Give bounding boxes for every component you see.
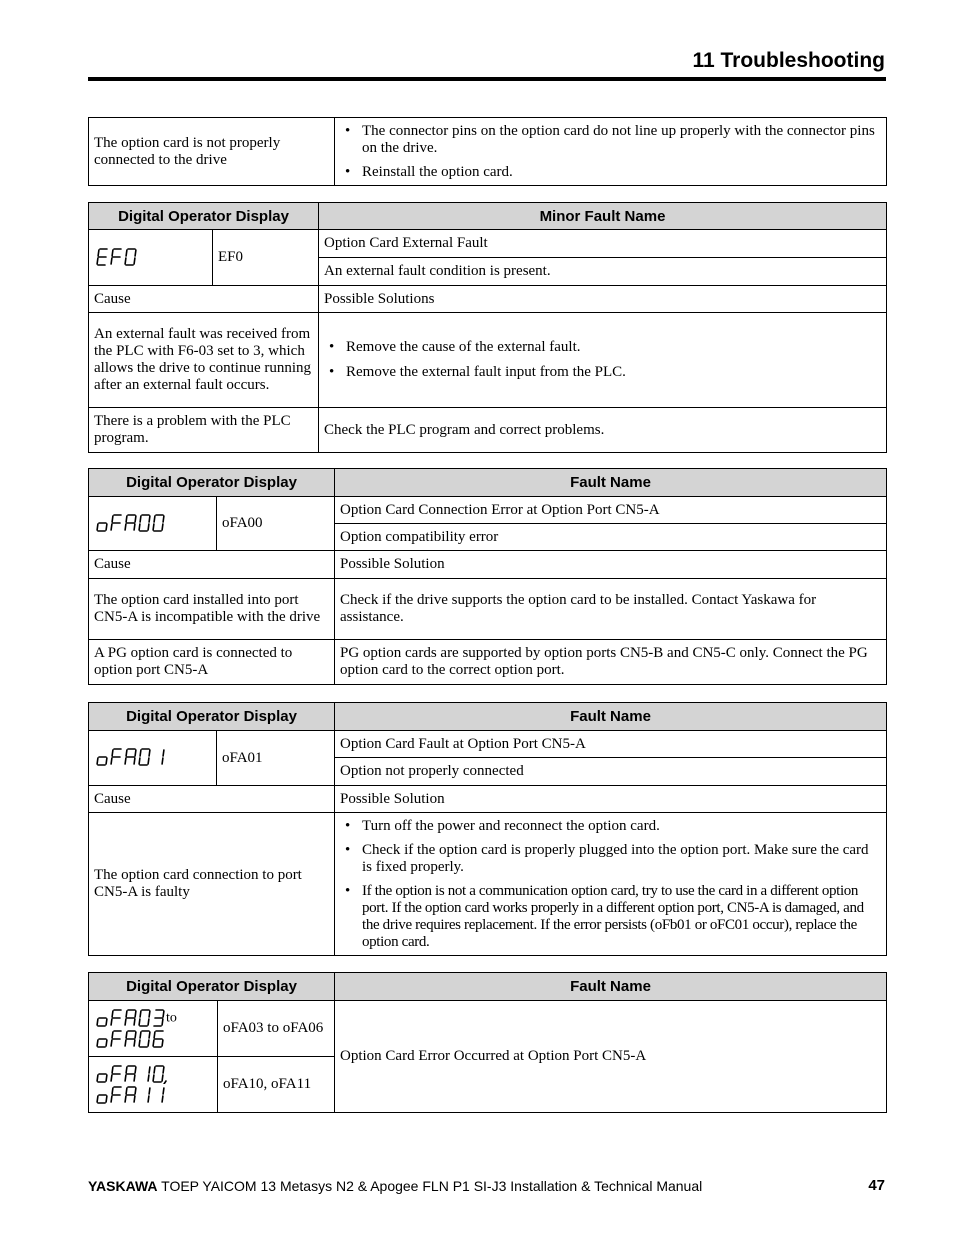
footer-text (88, 1178, 702, 1194)
fault-code: oFA03 to oFA06 (218, 1001, 335, 1057)
cause-cell: The option card connection to port CN5-A is faulty (89, 813, 335, 956)
solution-cell: Check if the drive supports the option card to be installed. Contact Yaskawa for assistance. (335, 579, 887, 640)
solution-cell: Check the PLC program and correct problems. (319, 408, 887, 453)
lcd-symbol (94, 1029, 166, 1049)
lcd-segments (97, 1066, 166, 1084)
lcd-symbol (94, 1064, 170, 1084)
lcd-segments (97, 1010, 164, 1026)
solution-cell (335, 813, 887, 956)
lcd-segments (97, 749, 164, 765)
lcd-symbol (94, 1085, 170, 1105)
col-header-cause: Cause (89, 786, 335, 813)
fault-description: An external fault condition is present. (319, 258, 887, 286)
solution-cell (335, 118, 887, 186)
continuation-table (88, 117, 887, 186)
col-header-fault-name: Minor Fault Name (319, 203, 887, 230)
col-header-display: Digital Operator Display (89, 469, 335, 497)
fault-table-ofa01 (88, 702, 887, 956)
col-header-solution: Possible Solution (335, 786, 887, 813)
solution-cell (319, 313, 887, 408)
lcd-segments (97, 515, 164, 531)
fault-name: Option Card Connection Error at Option Port CN5-A (335, 497, 887, 524)
lcd-symbol (94, 247, 140, 269)
lcd-display (89, 1001, 218, 1057)
col-header-fault-name: Fault Name (335, 973, 887, 1001)
fault-table-ofa03 (88, 972, 887, 1113)
fault-table-ofa00 (88, 468, 887, 685)
col-header-fault-name: Fault Name (335, 703, 887, 731)
col-header-solution: Possible Solution (335, 551, 887, 579)
lcd-display (89, 497, 217, 551)
fault-name: Option Card External Fault (319, 230, 887, 258)
to-label: to (166, 1010, 177, 1026)
solution-cell: PG option cards are supported by option ports CN5-B and CN5-C only. Connect the PG option card to the correct option port. (335, 640, 887, 685)
col-header-display: Digital Operator Display (89, 703, 335, 731)
solution-item: • Remove the cause of the external fault. (324, 339, 881, 356)
solution-item: • Turn off the power and reconnect the option card. (340, 818, 881, 835)
solution-item: • If the option is not a communication option card, try to use the card in a different option port. If the option card works properly in a different option port, CN5-A is damaged, and the drive requires replacement. If the error persists (oFb01 or oFC01 occur), replace the option card. (340, 883, 881, 951)
page-number: 47 (868, 1177, 885, 1194)
fault-code: oFA10, oFA11 (218, 1057, 335, 1113)
col-header-display: Digital Operator Display (89, 203, 319, 230)
col-header-cause: Cause (89, 286, 319, 313)
header-divider (88, 77, 886, 81)
solution-item: • Remove the external fault input from the PLC. (324, 364, 881, 381)
section-title: 11 Troubleshooting (692, 49, 885, 72)
lcd-segments (97, 1087, 164, 1103)
solution-item: • Check if the option card is properly plugged into the option port. Make sure the card is fixed properly. (340, 842, 881, 876)
fault-name: Option Card Fault at Option Port CN5-A (335, 731, 887, 758)
col-header-cause: Cause (89, 551, 335, 579)
footer-brand: YASKAWA (88, 1178, 158, 1194)
fault-name: Option Card Error Occurred at Option Port CN5-A (335, 1001, 887, 1113)
footer-manual-title: TOEP YAICOM 13 Metasys N2 & Apogee FLN P1 SI-J3 Installation & Technical Manual (157, 1178, 703, 1194)
fault-description: Option not properly connected (335, 758, 887, 786)
cause-cell: The option card is not properly connected to the drive (89, 118, 335, 186)
cause-cell: The option card installed into port CN5-A is incompatible with the drive (89, 579, 335, 640)
lcd-display (89, 230, 213, 286)
lcd-symbol (94, 1008, 166, 1028)
lcd-display (89, 1057, 218, 1113)
col-header-fault-name: Fault Name (335, 469, 887, 497)
fault-code: oFA01 (217, 731, 335, 786)
lcd-symbol (94, 747, 166, 769)
cause-cell: There is a problem with the PLC program. (89, 408, 319, 453)
lcd-segments (97, 249, 136, 265)
col-header-solution: Possible Solutions (319, 286, 887, 313)
solution-item: • Reinstall the option card. (340, 164, 881, 181)
lcd-display (89, 731, 217, 786)
fault-code: oFA00 (217, 497, 335, 551)
fault-code: EF0 (213, 230, 319, 286)
fault-description: Option compatibility error (335, 524, 887, 551)
solution-item: • The connector pins on the option card do not line up properly with the connector pins on the drive. (340, 123, 881, 157)
col-header-display: Digital Operator Display (89, 973, 335, 1001)
lcd-segments (97, 1031, 163, 1047)
cause-cell: A PG option card is connected to option port CN5-A (89, 640, 335, 685)
cause-cell: An external fault was received from the PLC with F6-03 set to 3, which allows the drive to continue running after an external fault occurs. (89, 313, 319, 408)
lcd-symbol (94, 513, 166, 535)
fault-table-ef0 (88, 202, 887, 453)
